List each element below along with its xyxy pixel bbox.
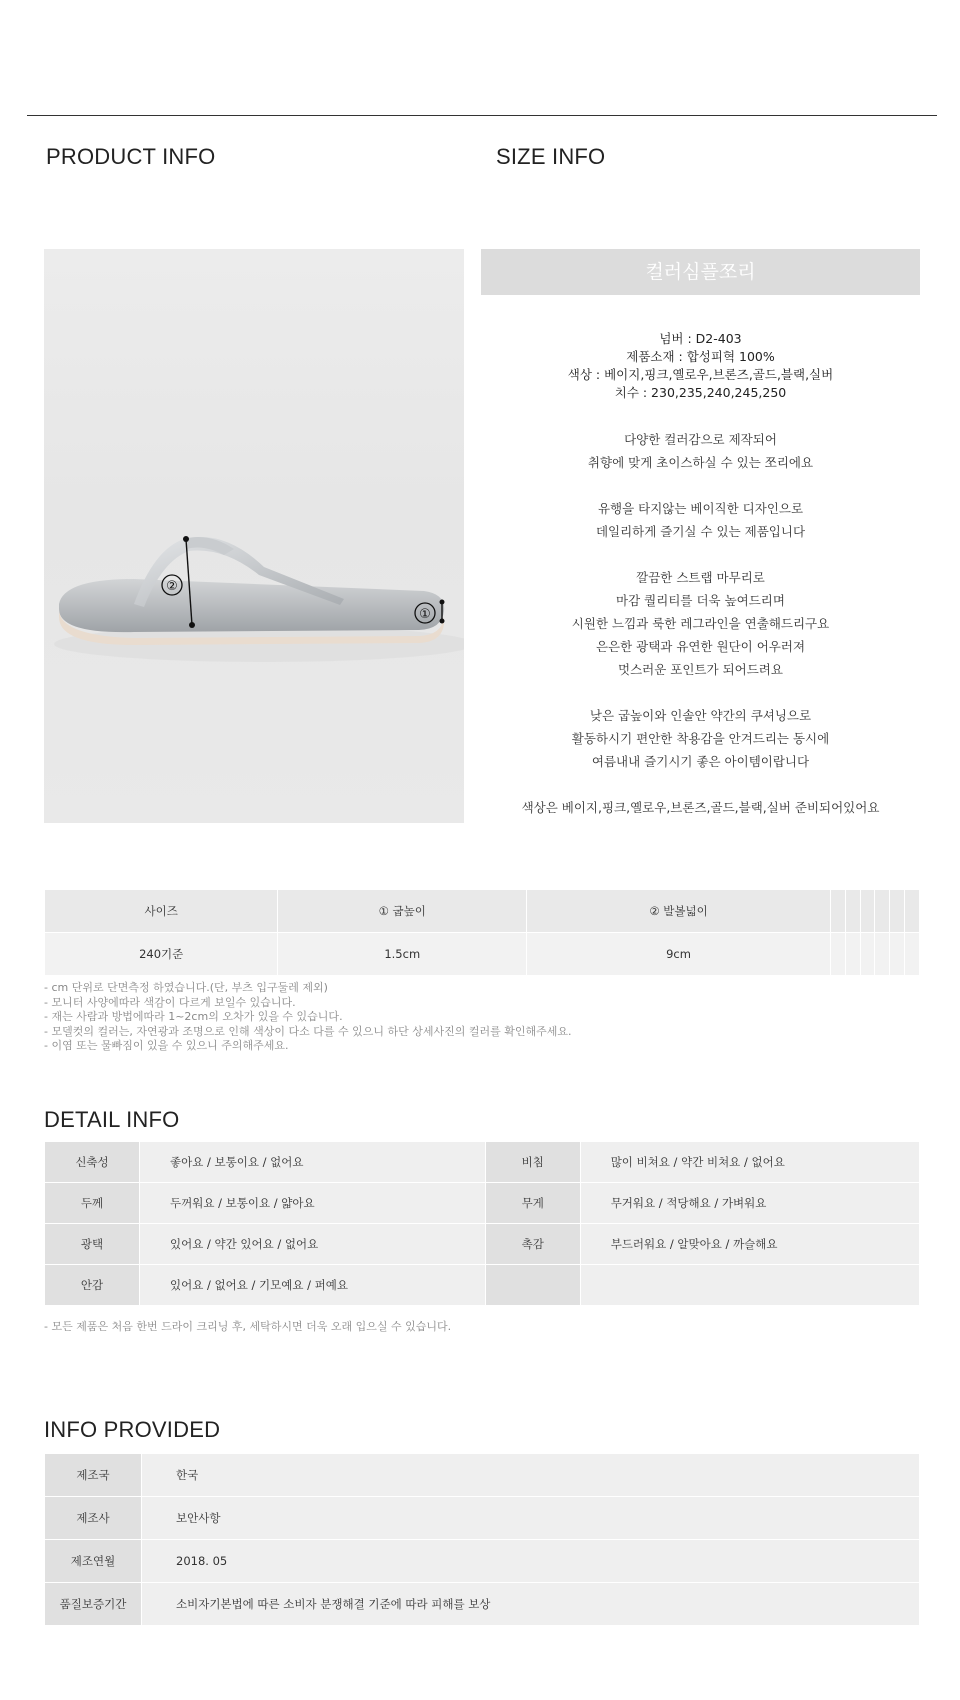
marker-2: ②	[166, 579, 178, 594]
detail-value: 무거워요 / 적당해요 / 가벼워요	[580, 1183, 919, 1224]
detail-value: 있어요 / 없어요 / 기모예요 / 퍼예요	[140, 1265, 486, 1306]
detail-label	[485, 1265, 580, 1306]
info-row	[45, 1497, 920, 1540]
desc-paragraph: 낮은 굽높이와 인솔안 약간의 쿠셔닝으로 활동하시기 편안한 착용감을 안겨드리는 동시에 여름내내 즐기시기 좋은 아이템이랍니다	[571, 708, 830, 769]
size-header-cell	[905, 890, 920, 933]
note-line: - 이염 또는 물빠짐이 있을 수 있으니 주의해주세요.	[44, 1039, 289, 1052]
top-divider	[27, 115, 937, 116]
care-note: - 모든 제품은 처음 한번 드라이 크리닝 후, 세탁하시면 더욱 오래 입으실 수 있습니다.	[44, 1320, 452, 1333]
product-name-bar: 컬러심플쪼리	[481, 249, 920, 295]
info-row	[45, 1454, 920, 1497]
detail-info-title: DETAIL INFO	[44, 1107, 180, 1132]
info-label: 품질보증기간	[45, 1583, 142, 1626]
note-line: - 모니터 사양에따라 색감이 다르게 보일수 있습니다.	[44, 995, 296, 1009]
spec-sizes: 치수 : 230,235,240,245,250	[614, 385, 787, 400]
detail-value: 좋아요 / 보통이요 / 없어요	[140, 1142, 486, 1183]
info-label: 제조사	[45, 1497, 142, 1540]
info-table	[44, 1453, 920, 1626]
detail-value: 두꺼워요 / 보통이요 / 얇아요	[140, 1183, 486, 1224]
info-value: 2018. 05	[142, 1540, 920, 1583]
info-row	[45, 1583, 920, 1626]
info-value: 보안사항	[142, 1497, 920, 1540]
size-cell: 1.5cm	[278, 933, 527, 976]
detail-label: 광택	[45, 1224, 140, 1265]
size-table-header	[45, 890, 920, 933]
detail-label: 무게	[485, 1183, 580, 1224]
product-info-title: PRODUCT INFO	[46, 144, 216, 169]
spec-number: 넘버 : D2-403	[659, 331, 742, 346]
info-label: 제조국	[45, 1454, 142, 1497]
desc-paragraph: 색상은 베이지,핑크,옐로우,브론즈,골드,블랙,실버 준비되어있어요	[521, 800, 880, 815]
size-header-cell: ① 굽높이	[278, 890, 527, 933]
size-header-cell: 사이즈	[45, 890, 278, 933]
desc-paragraph: 깔끔한 스트랩 마무리로 마감 퀄리티를 더욱 높여드리며 시원한 느낌과 룩한 레그라인을 연출해드리구요 은은한 광택과 유연한 원단이 어우러져 멋스러운 포인트가 되어드려요	[571, 570, 830, 677]
detail-value: 많이 비쳐요 / 약간 비쳐요 / 없어요	[580, 1142, 919, 1183]
spec-colors: 색상 : 베이지,핑크,옐로우,브론즈,골드,블랙,실버	[567, 367, 834, 382]
size-notes	[44, 981, 571, 1054]
info-row	[45, 1540, 920, 1583]
size-header-cell	[890, 890, 905, 933]
product-description	[481, 428, 920, 842]
info-value: 소비자기본법에 따른 소비자 분쟁해결 기준에 따라 피해를 보상	[142, 1583, 920, 1626]
product-photo	[44, 249, 464, 823]
product-specs	[481, 330, 920, 402]
size-header-cell	[875, 890, 890, 933]
size-cell	[875, 933, 890, 976]
size-table-row	[45, 933, 920, 976]
size-cell	[845, 933, 860, 976]
size-info-title: SIZE INFO	[496, 144, 606, 169]
detail-row	[45, 1265, 920, 1306]
size-table	[44, 889, 920, 976]
marker-1: ①	[419, 607, 431, 622]
info-value: 한국	[142, 1454, 920, 1497]
detail-row	[45, 1142, 920, 1183]
detail-label: 두께	[45, 1183, 140, 1224]
info-provided-title: INFO PROVIDED	[44, 1417, 221, 1442]
detail-label: 촉감	[485, 1224, 580, 1265]
size-header-cell	[845, 890, 860, 933]
size-cell	[890, 933, 905, 976]
note-line: - 모델컷의 컬러는, 자연광과 조명으로 인해 색상이 다소 다를 수 있으니 하단 상세사진의 컬러를 확인해주세요.	[44, 1024, 572, 1038]
detail-value: 부드러워요 / 알맞아요 / 까슬해요	[580, 1224, 919, 1265]
size-header-cell: ② 발볼넓이	[527, 890, 831, 933]
size-cell	[860, 933, 875, 976]
detail-row	[45, 1224, 920, 1265]
detail-label: 비침	[485, 1142, 580, 1183]
detail-table	[44, 1141, 920, 1306]
desc-paragraph: 다양한 컬러감으로 제작되어 취향에 맞게 초이스하실 수 있는 쪼리에요	[587, 432, 814, 470]
flip-flop-illustration	[44, 249, 464, 823]
spec-material: 제품소재 : 합성피혁 100%	[626, 349, 775, 364]
desc-paragraph: 유행을 타지않는 베이직한 디자인으로 데일리하게 즐기실 수 있는 제품입니다	[595, 501, 806, 539]
detail-label: 신축성	[45, 1142, 140, 1183]
detail-label: 안감	[45, 1265, 140, 1306]
info-label: 제조연월	[45, 1540, 142, 1583]
size-cell	[905, 933, 920, 976]
size-cell: 240기준	[45, 933, 278, 976]
size-header-cell	[830, 890, 845, 933]
detail-row	[45, 1183, 920, 1224]
detail-value	[580, 1265, 919, 1306]
size-cell	[830, 933, 845, 976]
note-line: - cm 단위로 단면측정 하였습니다.(단, 부츠 입구둘레 제외)	[44, 981, 328, 994]
size-header-cell	[860, 890, 875, 933]
detail-value: 있어요 / 약간 있어요 / 없어요	[140, 1224, 486, 1265]
size-cell: 9cm	[527, 933, 831, 976]
note-line: - 재는 사람과 방법에따라 1~2cm의 오차가 있을 수 있습니다.	[44, 1010, 343, 1023]
